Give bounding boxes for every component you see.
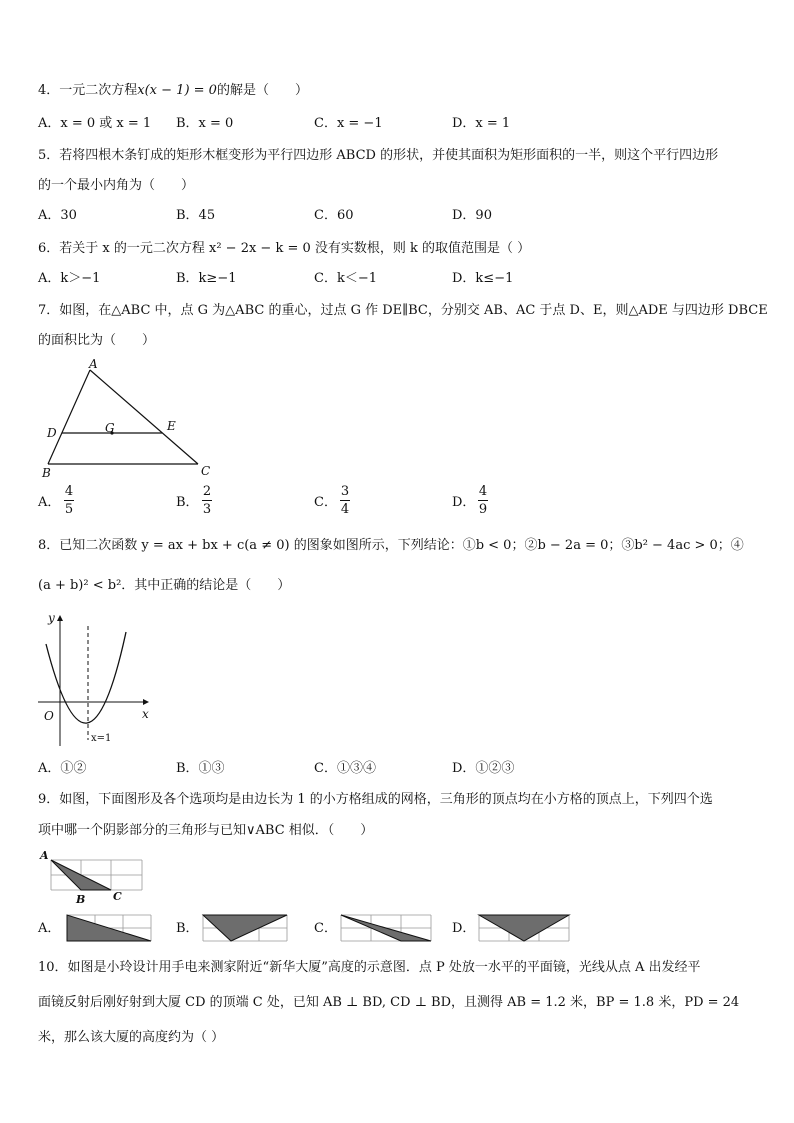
q6-option-a[interactable]: A．k＞−1 — [38, 271, 101, 286]
q7-option-a-fraction[interactable] — [64, 484, 74, 517]
q7-option-d-denominator: 9 — [478, 502, 488, 517]
q7-option-d-numerator: 4 — [478, 484, 488, 499]
q9-option-c-grid[interactable] — [340, 914, 432, 942]
q9-label-b: B — [76, 893, 86, 906]
q7-option-a-numerator: 4 — [64, 484, 74, 499]
q5-option-d[interactable]: D．90 — [452, 208, 492, 223]
question-9-line2: 项中哪一个阴影部分的三角形与已知∨ABC 相似．（ ） — [38, 823, 374, 838]
q9-label-a: A — [40, 849, 49, 862]
q7-option-c-letter[interactable]: C． — [314, 495, 337, 510]
q4-equation: x(x − 1) = 0 — [137, 83, 217, 98]
question-5-line2: 的一个最小内角为（ ） — [38, 178, 195, 193]
question-7-line1: 7．如图，在△ABC 中，点 G 为△ABC 的重心，过点 G 作 DE∥BC，分别交 AB、AC 于点 D、E，则△ADE 与四边形 DBCE — [38, 303, 768, 318]
question-6-stem: 6．若关于 x 的一元二次方程 x² − 2x − k = 0 没有实数根，则 k 的取值范围是（ ） — [38, 241, 531, 256]
q9-option-d[interactable]: D． — [452, 921, 476, 936]
q8-option-a[interactable]: A．①② — [38, 761, 87, 776]
q6-option-d[interactable]: D．k≤−1 — [452, 271, 514, 286]
q4-stem-pre: 4．一元二次方程 — [38, 83, 138, 98]
question-5-line1: 5．若将四根木条钉成的矩形木框变形为平行四边形 ABCD 的形状，并使其面积为矩形面积的一半，则这个平行四边形 — [38, 148, 719, 163]
q8-option-b[interactable]: B．①③ — [176, 761, 225, 776]
question-7-line2: 的面积比为（ ） — [38, 333, 156, 348]
q7-label-b: B — [42, 466, 51, 480]
q8-option-d[interactable]: D．①②③ — [452, 761, 515, 776]
q8-label-x: x — [142, 707, 149, 721]
q5-option-c[interactable]: C．60 — [314, 208, 354, 223]
q9-option-c[interactable]: C． — [314, 921, 337, 936]
q4-option-d[interactable]: D．x = 1 — [452, 116, 511, 131]
question-10-line1: 10．如图是小玲设计用手电来测家附近“新华大厦”高度的示意图．点 P 处放一水平的平面镜，光线从点 A 出发经平 — [38, 960, 701, 975]
q8-parabola-curve — [46, 632, 126, 723]
q8-label-y: y — [48, 611, 55, 625]
q8-label-origin: O — [44, 709, 54, 723]
q7-side-ac — [90, 370, 198, 464]
q9-option-a-grid[interactable] — [66, 914, 152, 942]
q6-option-c[interactable]: C．k＜−1 — [314, 271, 377, 286]
q7-option-c-denominator: 4 — [340, 502, 350, 517]
q8-label-axis: x=1 — [91, 733, 112, 744]
q7-option-b-letter[interactable]: B． — [176, 495, 199, 510]
q4-option-a[interactable]: A．x = 0 或 x = 1 — [38, 116, 152, 131]
q9-option-d-grid[interactable] — [478, 914, 570, 942]
q7-label-c: C — [201, 464, 211, 478]
question-9-line1: 9．如图，下面图形及各个选项均是由边长为 1 的小方格组成的网格，三角形的顶点均在小方格的顶点上，下列四个选 — [38, 792, 713, 807]
q7-side-ab — [48, 370, 90, 464]
q9-label-c: C — [113, 890, 122, 903]
q9-reference-grid — [38, 848, 148, 906]
q7-label-d: D — [47, 426, 57, 440]
q7-option-a-letter[interactable]: A． — [38, 495, 61, 510]
question-8-line1: 8．已知二次函数 y = ax + bx + c(a ≠ 0) 的图象如图所示，下列结论：①b < 0；②b − 2a = 0；③b² − 4ac > 0；④ — [38, 538, 744, 553]
question-10-line3: 米，那么该大厦的高度约为（ ） — [38, 1030, 225, 1045]
q7-option-d-letter[interactable]: D． — [452, 495, 476, 510]
q7-option-b-denominator: 3 — [202, 502, 212, 517]
q7-label-e: E — [167, 419, 176, 433]
question-10-line2: 面镜反射后刚好射到大厦 CD 的顶端 C 处，已知 AB ⊥ BD, CD ⊥ BD，且测得 AB = 1.2 米，BP = 1.8 米，PD = 24 — [38, 995, 740, 1010]
q8-option-c[interactable]: C．①③④ — [314, 761, 376, 776]
question-8-line2: (a + b)² < b²．其中正确的结论是（ ） — [38, 578, 291, 593]
q5-option-b[interactable]: B．45 — [176, 208, 216, 223]
q7-label-g: G — [105, 421, 115, 435]
question-4-stem — [38, 82, 308, 100]
q7-triangle-figure — [38, 358, 218, 480]
q4-stem-post: 的解是（ ） — [216, 83, 308, 98]
q7-option-a-denominator: 5 — [64, 502, 74, 517]
q8-parabola-graph — [38, 608, 168, 748]
q7-label-a: A — [89, 357, 98, 371]
q7-option-b-fraction[interactable] — [202, 484, 212, 517]
q9-option-a[interactable]: A． — [38, 921, 61, 936]
q7-option-d-fraction[interactable] — [478, 484, 488, 517]
q9-option-b[interactable]: B． — [176, 921, 199, 936]
q7-option-b-numerator: 2 — [202, 484, 212, 499]
q7-option-c-numerator: 3 — [340, 484, 350, 499]
q5-option-a[interactable]: A．30 — [38, 208, 77, 223]
q9-option-b-grid[interactable] — [202, 914, 288, 942]
q7-option-c-fraction[interactable] — [340, 484, 350, 517]
q4-option-b[interactable]: B．x = 0 — [176, 116, 234, 131]
q4-option-c[interactable]: C．x = −1 — [314, 116, 383, 131]
q6-option-b[interactable]: B．k≥−1 — [176, 271, 237, 286]
